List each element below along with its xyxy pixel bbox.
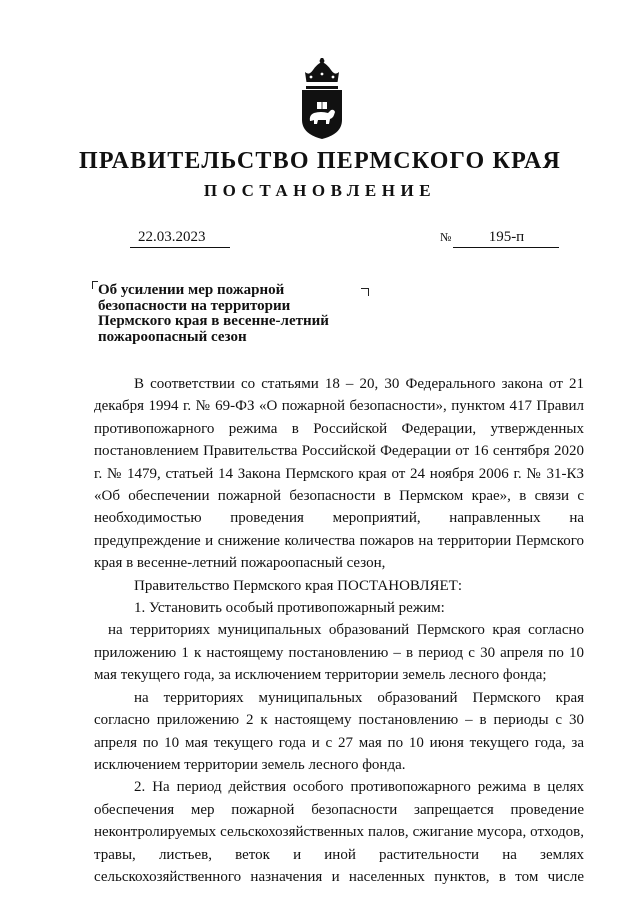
subject-line: безопасности на территории xyxy=(98,297,291,314)
subject-bracket-right xyxy=(361,288,369,296)
document-body xyxy=(94,373,584,888)
subject-line: Об усилении мер пожарной xyxy=(98,282,285,298)
government-title: ПРАВИТЕЛЬСТВО ПЕРМСКОГО КРАЯ xyxy=(78,148,562,174)
item-2-paragraph: 2. На период действия особого противопожарного режима в целях обеспечения мер пожарной безопасности запрещается проведение неконтролируемых сельскохозяйственных палов, сжигание мусора, отходов, травы, листьев, веток и иной растительности на землях сельскохозяйственного назначения и населенных пунктов, в том числе xyxy=(94,779,584,885)
preamble-paragraph: В соответствии со статьями 18 – 20, 30 Федерального закона от 21 декабря 1994 г. № 69-ФЗ «О пожарной безопасности», пунктом 417 Правил противопожарного режима в Российской Федерации, утвержденных постановлением Правительства Российской Федерации от 16 сентября 2020 г. № 1479, статьей 14 Закона Пермского края от 24 ноября 2006 г. № 31-КЗ «Об обеспечении пожарной безопасности в Пермском крае», в связи с необходимостью проведения мероприятий, направленных на предупреждение и снижение количества пожаров на территории Пермского края в весенне-летний пожароопасный сезон, xyxy=(94,376,584,572)
item-1b-paragraph: на территориях муниципальных образований Пермского края согласно приложению 2 к настоящему постановлению – в периоды с 30 апреля по 10 мая текущего года и с 27 мая по 10 июня текущего года, за исключением территории земель лесного фонда. xyxy=(94,689,584,773)
document-number-block xyxy=(440,228,559,248)
subject-line: Пермского края в весенне-летний xyxy=(98,313,329,329)
item-1a-paragraph: на территориях муниципальных образований Пермского края согласно приложению 1 к настоящему постановлению – в период с 30 апреля по 10 мая текущего года, за исключением территории земель лесного фонда; xyxy=(94,622,584,684)
subject-line: пожароопасный сезон xyxy=(98,328,247,345)
resolves-paragraph: Правительство Пермского края ПОСТАНОВЛЯЕТ: xyxy=(134,577,463,594)
perm-krai-coat-of-arms-icon xyxy=(293,58,351,140)
document-subject xyxy=(98,283,358,345)
item-1-paragraph: 1. Установить особый противопожарный режим: xyxy=(134,600,445,617)
number-sign: № xyxy=(440,230,452,244)
document-date: 22.03.2023 xyxy=(130,228,230,248)
document-number: 195-п xyxy=(453,228,559,248)
document-type: ПОСТАНОВЛЕНИЕ xyxy=(203,181,437,200)
